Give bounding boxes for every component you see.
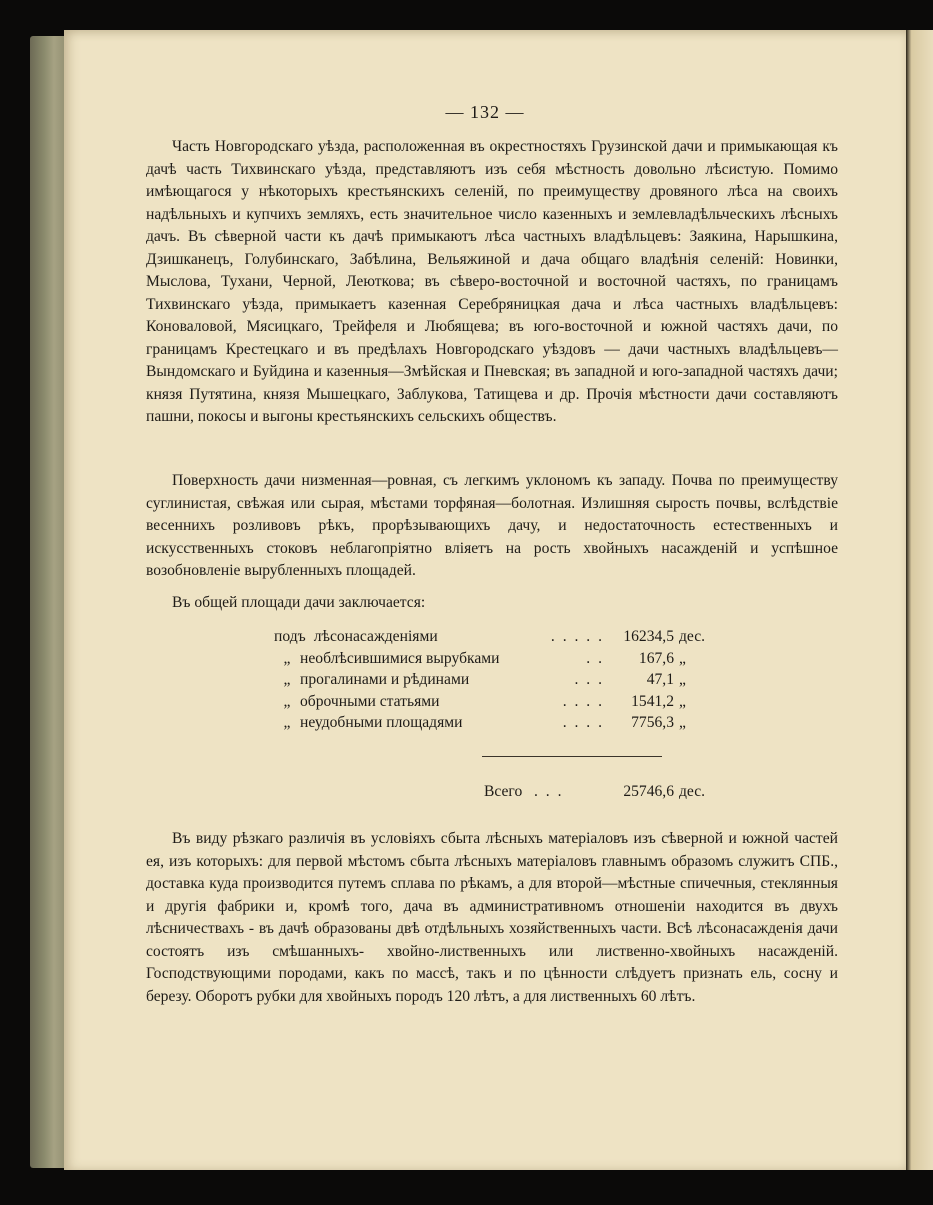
- paragraph-neighbouring-forests: Часть Новгородскаго уѣзда, расположенная въ окрестностяхъ Грузинской дачи и примыкающая къ дачѣ часть Тихвинскаго уѣзда, представляютъ изъ себя мѣстность довольно лѣсистую. Помимо имѣющагося у нѣкоторыхъ крестьянскихъ селеній, по преимуществу дровяного лѣса на своихъ надѣльныхъ и купчихъ земляхъ, есть значительное число казенныхъ и землевладѣльческихъ лѣсныхъ дачъ. Въ сѣверной части къ дачѣ примыкаютъ лѣса частныхъ владѣльцевъ: Заякина, Нарышкина, Дзишканецъ, Голубинскаго, Забѣлина, Вельяжиной и дача общаго владѣнія селеній: Новинки, Мыслова, Тухани, Черной, Леюткова; въ сѣверо-восточной и восточной частяхъ, по границамъ Тихвинскаго уѣзда, примыкаетъ казенная Серебряницкая дача и лѣса частныхъ владѣльцевъ: Коноваловой, Мясицкаго, Трейфеля и Любящева; въ юго-восточной и южной частяхъ дачи, по границамъ Крестецкаго и въ предѣлахъ Новгородскаго уѣздовъ — дачи частныхъ владѣльцевъ—Вындомскаго и Буйдина и казенныя—Змѣйская и Пневская; въ западной и юго-западной частяхъ дачи; князя Путятина, князя Мышецкаго, Заблукова, Татищева и др. Прочія мѣстности дачи составляютъ пашни, покосы и выгоны крестьянскихъ сельскихъ обществъ.: [146, 138, 838, 425]
- area-row: [274, 712, 714, 734]
- total-divider: [482, 756, 662, 757]
- next-page-edge: [906, 30, 933, 1170]
- area-row: [274, 669, 714, 691]
- area-row-dots: . .: [586, 649, 604, 667]
- area-row: [274, 648, 714, 670]
- paragraph-area-intro: Въ общей площади дачи заключается:: [172, 594, 426, 611]
- book-page: [64, 30, 906, 1170]
- paragraph-soil-surface: Поверхность дачи низменная—ровная, съ легкимъ уклономъ къ западу. Почва по преимуществу суглинистая, свѣжая или сырая, мѣстами торфяная—болотная. Излишняя сырость почвы, вслѣдствіе весеннихъ розливовъ рѣкъ, прорѣзывающихъ дачу, и недостаточность естественныхъ и искусственныхъ стоковъ неблагопріятно вліяетъ на рость хвойныхъ насажденій и успѣшное возобновленіе вырубленныхъ площадей.: [146, 472, 838, 579]
- area-row-label: оброчными статьями: [300, 692, 440, 710]
- page-number: — 132 —: [445, 102, 525, 122]
- area-row-value: 1541,2: [631, 692, 674, 710]
- area-row-value: 7756,3: [631, 714, 674, 731]
- area-row-unit: „: [679, 714, 686, 731]
- area-total-label: Всего: [484, 783, 523, 800]
- area-row-mark: подъ: [274, 628, 306, 645]
- area-row-unit: „: [679, 649, 686, 667]
- area-row-label: лѣсонасажденіями: [313, 628, 438, 645]
- area-row-mark: „: [283, 649, 291, 667]
- area-row-label: прогалинами и рѣдинами: [300, 671, 470, 688]
- area-row-dots: . . . . .: [550, 628, 604, 645]
- area-row-dots: . . . .: [562, 692, 604, 710]
- area-row-dots: . . . .: [562, 714, 604, 731]
- area-table: [274, 626, 714, 734]
- area-row-mark: „: [283, 671, 291, 688]
- paragraph-timber-market: Въ виду рѣзкаго различія въ условіяхъ сбыта лѣсныхъ матеріаловъ изъ сѣверной и южной частей ея, изъ которыхъ: для первой мѣстомъ сбыта лѣсныхъ матеріаловъ главнымъ образомъ служитъ СПБ., доставка куда производится путемъ сплава по рѣкамъ, а для второй—мѣстные спичечныя, стеклянныя и другія фабрики и, кромѣ того, дача въ административномъ отношеніи находится въ двухъ лѣсничествахъ - въ дачѣ образованы двѣ отдѣльныхъ хозяйственныхъ части. Всѣ лѣсонасажденія дачи состоятъ изъ смѣшанныхъ- хвойно-лиственныхъ или лиственно-хвойныхъ насажденій. Господствующими породами, какъ по массѣ, такъ и по цѣнности слѣдуетъ признать ель, сосну и березу. Оборотъ рубки для хвойныхъ породъ 120 лѣтъ, а для лиственныхъ 60 лѣтъ.: [146, 830, 838, 1005]
- area-row-unit: дес.: [679, 628, 706, 645]
- area-row-value: 16234,5: [623, 628, 674, 645]
- area-row-dots: . . .: [574, 671, 604, 688]
- area-row: [274, 691, 714, 713]
- area-row-label: неудобными площадями: [300, 714, 463, 731]
- area-row-value: 47,1: [646, 671, 674, 688]
- area-row-mark: „: [283, 692, 291, 710]
- area-row: [274, 626, 714, 648]
- area-total-value: 25746,6: [623, 783, 674, 800]
- area-row-unit: „: [679, 671, 686, 688]
- area-total-row: [274, 780, 714, 804]
- area-row-mark: „: [283, 714, 291, 731]
- area-row-label: необлѣсившимися вырубками: [300, 649, 500, 667]
- area-row-value: 167,6: [638, 649, 674, 667]
- area-row-unit: „: [679, 692, 686, 710]
- area-total-unit: дес.: [679, 783, 706, 800]
- area-total-dots: . . .: [534, 783, 564, 800]
